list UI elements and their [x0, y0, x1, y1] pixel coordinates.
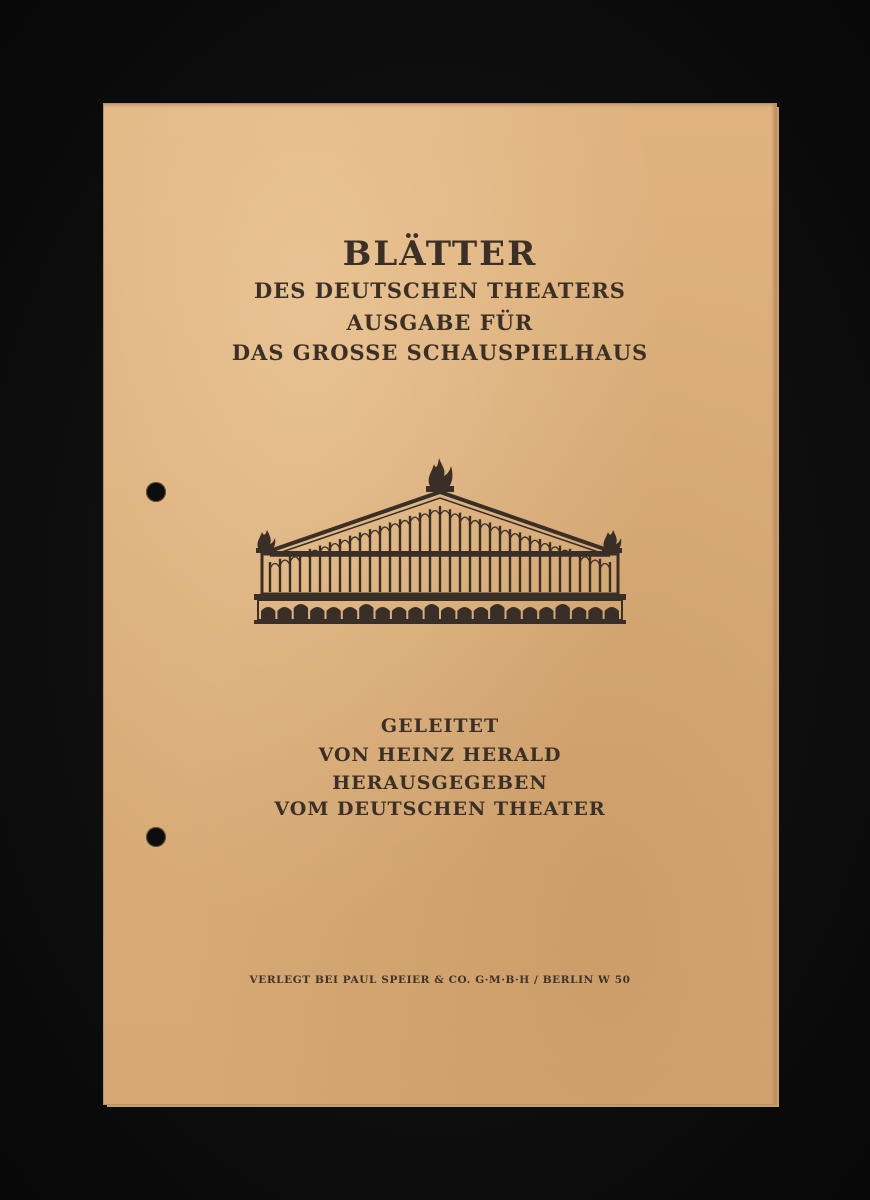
base-arch — [474, 607, 488, 620]
theater-building-icon — [250, 444, 630, 624]
facade-arch — [340, 540, 350, 545]
facade-arch — [600, 563, 610, 568]
facade-arch — [380, 527, 390, 532]
punch-hole-top — [146, 482, 166, 502]
publisher-line: VERLEGT BEI PAUL SPEIER & CO. G·M·B·H / BERLIN W 50 — [249, 974, 631, 986]
base-arch — [310, 607, 324, 620]
credit-line-2: VON HEINZ HERALD — [318, 744, 562, 766]
base-arch — [539, 607, 553, 620]
base-arch — [507, 607, 521, 620]
base-arch — [392, 607, 406, 620]
base-arch — [277, 607, 291, 620]
subtitle-line-3: DAS GROSSE SCHAUSPIELHAUS — [231, 340, 649, 365]
base-arch — [490, 604, 504, 620]
base-arch — [588, 607, 602, 620]
base-arch — [457, 607, 471, 620]
credit-line-1: GELEITET — [380, 715, 500, 737]
base-arch — [605, 607, 619, 620]
facade-arch — [280, 560, 290, 565]
punch-hole-bottom — [146, 827, 166, 847]
facade-arch — [440, 511, 450, 516]
booklet-cover — [104, 104, 776, 1104]
facade-arch — [510, 534, 520, 539]
base-arch — [359, 604, 373, 620]
facade-arch — [540, 544, 550, 549]
base-arch — [294, 604, 308, 620]
facade-arch — [590, 560, 600, 565]
facade-arch — [410, 517, 420, 522]
facade-arch — [350, 537, 360, 542]
subtitle-line-2: AUSGABE FÜR — [346, 310, 534, 335]
base-arch — [408, 607, 422, 620]
subtitle-line-1: DES DEUTSCHEN THEATERS — [254, 278, 626, 303]
facade-arch — [400, 521, 410, 526]
page-top-edge — [104, 104, 776, 108]
facade-arch — [480, 524, 490, 529]
base-arch — [343, 607, 357, 620]
facade-arch — [520, 537, 530, 542]
facade-arch — [580, 557, 590, 562]
base-arch — [261, 607, 275, 620]
base-arch — [572, 607, 586, 620]
facade-arch — [460, 517, 470, 522]
facade-arch — [270, 563, 280, 568]
base-arch — [327, 607, 341, 620]
facade-arch — [360, 534, 370, 539]
facade-arch — [330, 544, 340, 549]
facade-arch — [470, 521, 480, 526]
base-arch — [425, 604, 439, 620]
facade-arch — [500, 530, 510, 535]
credit-line-3: HERAUSGEGEBEN — [332, 772, 548, 794]
base-arch — [441, 607, 455, 620]
facade-arch — [450, 514, 460, 519]
base-arch — [556, 604, 570, 620]
facade-arch — [530, 540, 540, 545]
facade-arch — [490, 527, 500, 532]
credit-line-4: VOM DEUTSCHEN THEATER — [274, 798, 606, 820]
base-arch — [376, 607, 390, 620]
cover-title: BLÄTTER — [342, 234, 538, 274]
facade-arch — [420, 514, 430, 519]
facade-arch — [390, 524, 400, 529]
facade-arch — [370, 530, 380, 535]
facade-arch — [290, 557, 300, 562]
facade-arch — [430, 511, 440, 516]
base-arch — [523, 607, 537, 620]
